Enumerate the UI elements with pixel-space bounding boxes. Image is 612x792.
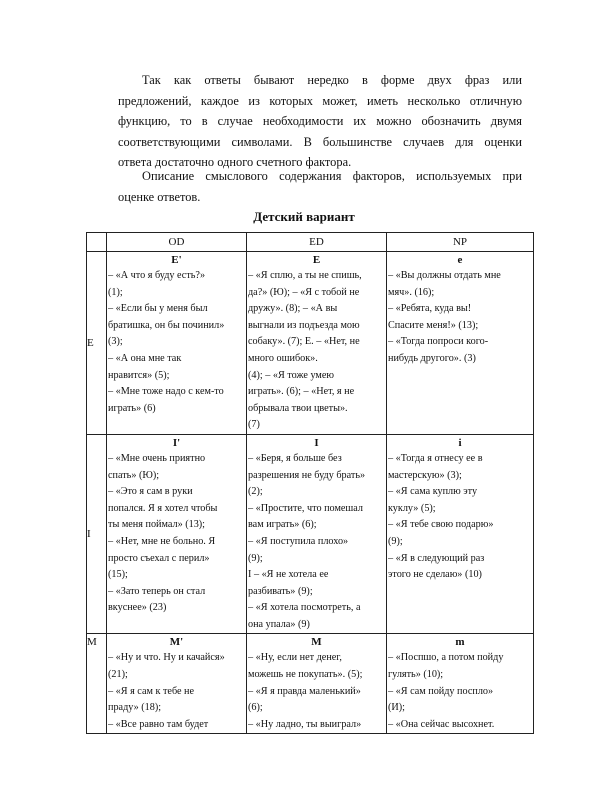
cell-text-line: выгнали из подъезда мою bbox=[248, 319, 360, 331]
cell-factor-symbol: M bbox=[311, 636, 322, 649]
cell-text-line: играть». (6); – «Нет, я не bbox=[248, 386, 355, 398]
cell-text bbox=[108, 650, 245, 733]
text-line: Так как ответы бывают нередко в форме двух фраз или bbox=[142, 73, 522, 87]
cell-text-line: нибудь другого». (3) bbox=[388, 352, 476, 364]
cell-text-line: она упала» (9) bbox=[248, 618, 310, 630]
cell-text-line: – «Тогда я отнесу ее в bbox=[388, 452, 483, 464]
row-label: E bbox=[87, 252, 107, 435]
cell-text-line: – «Все равно там будет bbox=[108, 718, 209, 730]
cell-text-line: дружу». (8); – «А вы bbox=[248, 303, 338, 315]
cell-text-line: (7) bbox=[248, 419, 260, 431]
cell-text-line: мастерскую» (3); bbox=[388, 469, 462, 481]
cell-text-line: – «Мне очень приятно bbox=[108, 452, 206, 464]
intro-paragraph bbox=[118, 70, 522, 173]
text-line: Описание смыслового содержания факторов, используемых при bbox=[142, 169, 522, 183]
cell-text-line: – «Я я сам к тебе не bbox=[108, 685, 195, 697]
cell-text-line: (9); bbox=[248, 552, 263, 564]
cell-text-line: – «Зато теперь он стал bbox=[108, 585, 206, 597]
cell-text-line: вам играть» (6); bbox=[248, 519, 317, 531]
cell-text-line: праду» (18); bbox=[108, 702, 162, 714]
cell-text-line: (И); bbox=[388, 702, 405, 714]
cell-text-line: – «Ну и что. Ну и качайся» bbox=[108, 652, 225, 664]
text-line: функцию, то в случае необходимости их можно обозначить двумя bbox=[118, 114, 522, 129]
column-header: ED bbox=[247, 233, 387, 252]
cell-text-line: – «Она сейчас высохнет. bbox=[388, 718, 495, 730]
cell-text-line: – «А она мне так bbox=[108, 352, 182, 364]
cell-text-line: (2); bbox=[248, 486, 263, 498]
cell-text-line: можешь не покупать». (5); bbox=[248, 669, 363, 681]
cell-factor-symbol: i bbox=[458, 436, 462, 449]
cell-text-line: – «Я я правда маленький» bbox=[248, 685, 361, 697]
corner-cell bbox=[87, 233, 107, 252]
cell-text-line: – «Я сама куплю эту bbox=[388, 486, 478, 498]
cell-text bbox=[108, 268, 245, 417]
cell-text-line: I – «Я не хотела ее bbox=[248, 569, 329, 581]
row-label: M bbox=[87, 634, 107, 734]
cell-text-line: – «Мне тоже надо с кем-то bbox=[108, 386, 224, 398]
cell-text-line: разрешения не буду брать» bbox=[248, 469, 366, 481]
cell-text-line: – «Если бы у меня был bbox=[108, 303, 208, 315]
cell-text-line: – «А что я буду есть?» bbox=[108, 270, 206, 281]
cell-text bbox=[388, 650, 532, 733]
cell-text-line: – «Тогда попроси кого- bbox=[388, 336, 489, 348]
cell-text-line: – «Это я сам в руки bbox=[108, 486, 193, 498]
cell-factor-symbol: I' bbox=[172, 436, 181, 449]
table-cell bbox=[387, 434, 534, 634]
section-heading: Детский вариант bbox=[253, 209, 355, 224]
cell-text-line: – «Вы должны отдать мне bbox=[388, 270, 501, 281]
factor-table bbox=[86, 232, 534, 734]
cell-text bbox=[248, 268, 385, 434]
cell-text-line: гулять» (10); bbox=[388, 669, 444, 681]
cell-text-line: Спасите меня!» (13); bbox=[388, 319, 479, 331]
cell-text-line: да?» (Ю); – «Я с тобой не bbox=[248, 286, 360, 298]
table-row bbox=[87, 252, 534, 435]
cell-text-line: – «Нет, мне не больно. Я bbox=[108, 535, 216, 547]
table-header-row bbox=[87, 233, 534, 252]
cell-text-line: – «Простите, что помешал bbox=[248, 502, 363, 514]
cell-text-line: – «Ребята, куда вы! bbox=[388, 303, 472, 315]
cell-text-line: собаку». (7); Е. – «Нет, не bbox=[248, 336, 360, 348]
cell-text bbox=[248, 451, 385, 634]
cell-text-line: этого не сделаю» (10) bbox=[388, 569, 482, 581]
description-paragraph bbox=[118, 166, 522, 207]
cell-text-line: разбивать» (9); bbox=[248, 585, 313, 597]
text-line: оценке ответов. bbox=[118, 189, 201, 204]
cell-text-line: куклу» (5); bbox=[388, 502, 436, 514]
cell-text-line: играть» (6) bbox=[108, 402, 156, 414]
cell-text-line: (3); bbox=[108, 336, 123, 348]
cell-text-line: обрывала твои цветы». bbox=[248, 402, 348, 414]
text-line: соответствующими символами. В большинстве случаев для оценки bbox=[118, 134, 522, 149]
cell-factor-symbol: e bbox=[457, 254, 463, 266]
table-cell bbox=[247, 634, 387, 734]
cell-text-line: (15); bbox=[108, 569, 128, 581]
cell-text-line: братишка, он бы починил» bbox=[108, 319, 225, 331]
cell-text-line: (21); bbox=[108, 669, 128, 681]
table-cell bbox=[247, 252, 387, 435]
cell-factor-symbol: M' bbox=[169, 636, 184, 649]
cell-text bbox=[248, 650, 385, 733]
cell-text-line: – «Я тебе свою подарю» bbox=[388, 519, 494, 531]
cell-text-line: попался. Я я хотел чтобы bbox=[108, 502, 218, 514]
column-header: NP bbox=[387, 233, 534, 252]
cell-text-line: – «Я сам пойду поспло» bbox=[388, 685, 494, 697]
cell-factor-symbol: m bbox=[455, 636, 465, 649]
cell-text-line: вкуснее» (23) bbox=[108, 602, 167, 614]
table-row bbox=[87, 634, 534, 734]
text-line: ответа достаточно одного счетного фактора. bbox=[118, 155, 352, 170]
cell-text-line: ты меня поймал» (13); bbox=[108, 519, 206, 531]
cell-text bbox=[388, 451, 532, 584]
cell-text-line: – «Ну ладно, ты выиграл» bbox=[248, 718, 362, 730]
cell-text-line: (9); bbox=[388, 535, 403, 547]
cell-text-line: спать» (Ю); bbox=[108, 469, 160, 481]
text-line: предложений, каждое из которых может, иметь несколько отличную bbox=[118, 93, 522, 108]
cell-factor-symbol: I bbox=[314, 436, 319, 449]
table-cell bbox=[107, 634, 247, 734]
column-header: OD bbox=[107, 233, 247, 252]
cell-text-line: – «Ну, если нет денег, bbox=[248, 652, 342, 664]
cell-text-line: – «Я хотела посмотреть, а bbox=[248, 602, 361, 614]
cell-text bbox=[388, 268, 532, 368]
cell-text-line: много ошибок». bbox=[248, 352, 318, 364]
cell-text-line: – «Беря, я больше без bbox=[248, 452, 342, 464]
cell-text-line: мяч». (16); bbox=[388, 286, 435, 298]
row-label: I bbox=[87, 434, 107, 634]
cell-text-line: – «Я в следующий раз bbox=[388, 552, 485, 564]
table-cell bbox=[107, 252, 247, 435]
table-row bbox=[87, 434, 534, 634]
cell-text-line: (6); bbox=[248, 702, 263, 714]
table-cell bbox=[387, 634, 534, 734]
table-cell bbox=[107, 434, 247, 634]
cell-factor-symbol: E bbox=[312, 254, 321, 266]
cell-text-line: – «Поспшо, а потом пойду bbox=[388, 652, 504, 664]
table-cell bbox=[247, 434, 387, 634]
cell-text-line: – «Я сплю, а ты не спишь, bbox=[248, 270, 362, 281]
cell-text bbox=[108, 451, 245, 617]
cell-text-line: (4); – «Я тоже умею bbox=[248, 369, 335, 381]
cell-text-line: нравится» (5); bbox=[108, 369, 170, 381]
cell-text-line: просто съехал с перил» bbox=[108, 552, 210, 564]
table-cell bbox=[387, 252, 534, 435]
cell-text-line: (1); bbox=[108, 286, 123, 298]
cell-factor-symbol: E' bbox=[171, 254, 182, 266]
cell-text-line: – «Я поступила плохо» bbox=[248, 535, 349, 547]
